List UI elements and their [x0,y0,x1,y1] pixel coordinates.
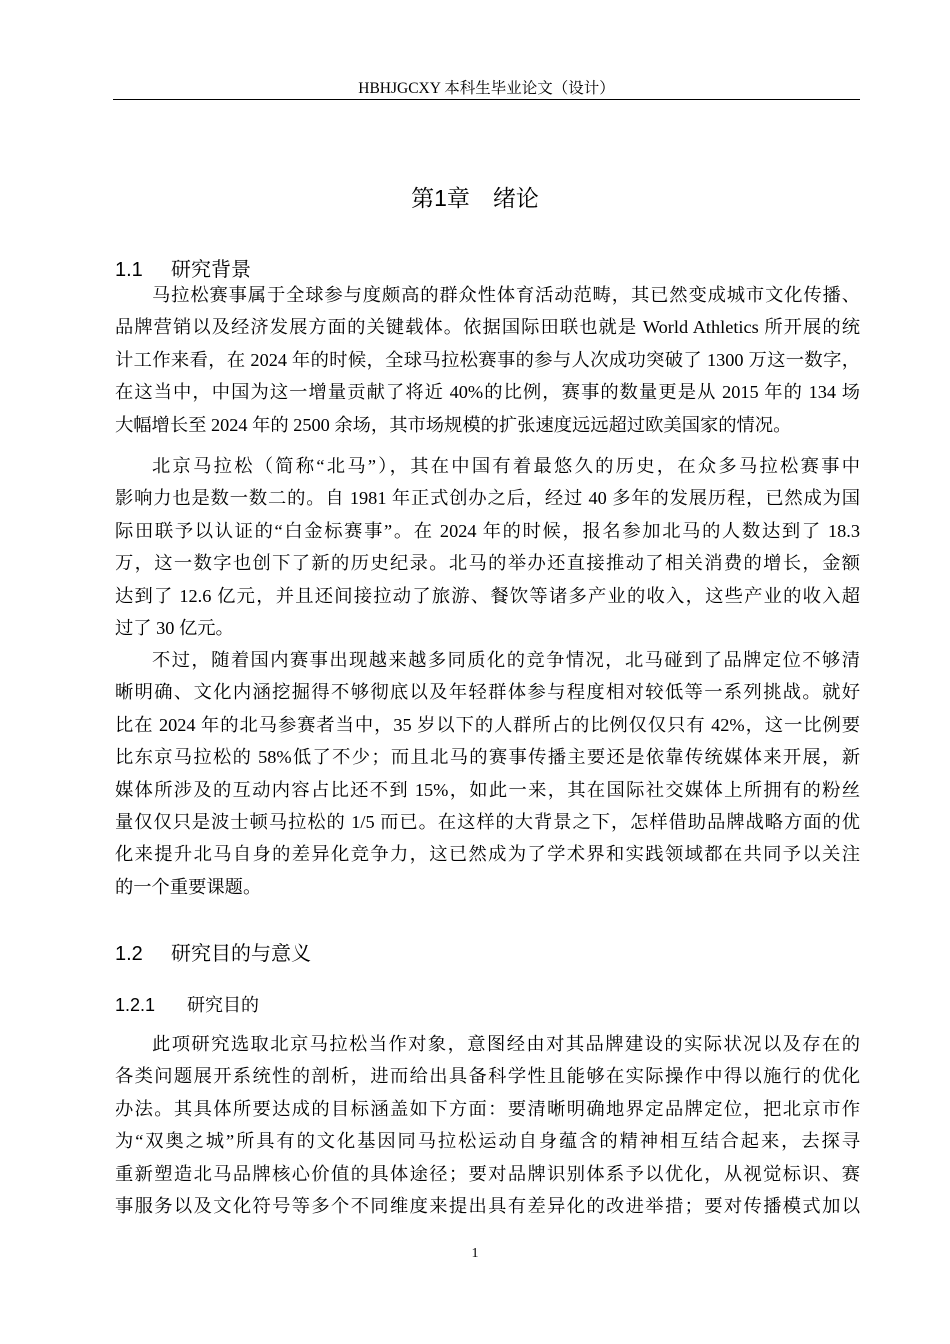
chapter-title: 第1章 绪论 [411,185,539,211]
text-line: 化来提升北马自身的差异化竞争力，这已然成为了学术界和实践领域都在共同予以关注 [115,844,860,865]
text-line: 比在 2024 年的北马参赛者当中，35 岁以下的人群所占的比例仅仅只有 42%，这一比例要 [115,714,860,735]
section-title: 研究目的与意义 [171,943,311,965]
text-line: 大幅增长至 2024 年的 2500 余场，其市场规模的扩张速度远远超过欧美国家的情况。 [115,414,792,435]
paragraph-3 [115,644,860,903]
paragraph-1 [115,279,860,441]
text-line: 办法。其具体所要达成的目标涵盖如下方面：要清晰明确地界定品牌定位，把北京市作 [115,1098,860,1119]
text-line: 为“双奥之城”所具有的文化基因同马拉松运动自身蕴含的精神相互结合起来，去探寻 [115,1131,860,1152]
text-line: 在这当中，中国为这一增量贡献了将近 40%的比例，赛事的数量更是从 2015 年的 134 场 [115,382,860,403]
paragraph-4 [115,1028,860,1222]
page-header: HBHJGCXY 本科生毕业论文（设计） [358,80,615,97]
paragraph-2 [115,450,860,644]
text-line: 北京马拉松（简称“北马”），其在中国有着最悠久的历史，在众多马拉松赛事中 [152,456,860,476]
text-line: 影响力也是数一数二的。自 1981 年正式创办之后，经过 40 多年的发展历程，已然成为国 [115,488,860,509]
text-line: 品牌营销以及经济发展方面的关键载体。依据国际田联也就是 World Athletics 所开展的统 [115,317,860,338]
text-line: 重新塑造北马品牌核心价值的具体途径；要对品牌识别体系予以优化，从视觉标识、赛 [115,1163,860,1184]
text-line: 媒体所涉及的互动内容占比还不到 15%，如此一来，其在国际社交媒体上所拥有的粉丝 [115,779,860,800]
text-line: 事服务以及文化符号等多个不同维度来提出具有差异化的改进举措；要对传播模式加以 [115,1195,860,1216]
subsection-heading-1-2-1 [115,991,259,1017]
text-line: 过了 30 亿元。 [115,617,234,638]
section-heading-1-2 [115,937,311,966]
text-line: 此项研究选取北京马拉松当作对象，意图经由对其品牌建设的实际状况以及存在的 [152,1034,860,1054]
page-number: 1 [471,1246,479,1261]
section-number: 1.1 [115,259,143,281]
text-line: 计工作来看，在 2024 年的时候，全球马拉松赛事的参与人次成功突破了 1300 万这一数字， [115,349,860,370]
text-line: 达到了 12.6 亿元，并且还间接拉动了旅游、餐饮等诸多产业的收入，这些产业的收入超 [115,585,860,606]
section-title: 研究背景 [171,259,251,281]
text-line: 不过，随着国内赛事出现越来越多同质化的竞争情况，北马碰到了品牌定位不够清 [152,650,860,670]
header-rule [113,99,860,100]
text-line: 量仅仅只是波士顿马拉松的 1/5 而已。在这样的大背景之下，怎样借助品牌战略方面的优 [115,811,860,832]
section-title: 研究目的 [187,995,259,1015]
text-line: 各类问题展开系统性的剖析，进而给出具备科学性且能够在实际操作中得以施行的优化 [115,1066,860,1087]
text-line: 的一个重要课题。 [115,876,262,897]
text-line: 马拉松赛事属于全球参与度颇高的群众性体育活动范畴，其已然变成城市文化传播、 [152,285,860,305]
text-line: 际田联予以认证的“白金标赛事”。在 2024 年的时候，报名参加北马的人数达到了 18.3 [115,520,860,541]
section-heading-1-1 [115,253,251,282]
text-line: 万，这一数字也创下了新的历史纪录。北马的举办还直接推动了相关消费的增长，金额 [115,553,860,574]
section-number: 1.2 [115,943,143,965]
text-line: 晰明确、文化内涵挖掘得不够彻底以及年轻群体参与程度相对较低等一系列挑战。就好 [115,682,860,703]
section-number: 1.2.1 [115,995,156,1015]
text-line: 比东京马拉松的 58%低了不少；而且北马的赛事传播主要还是依靠传统媒体来开展，新 [115,747,860,768]
